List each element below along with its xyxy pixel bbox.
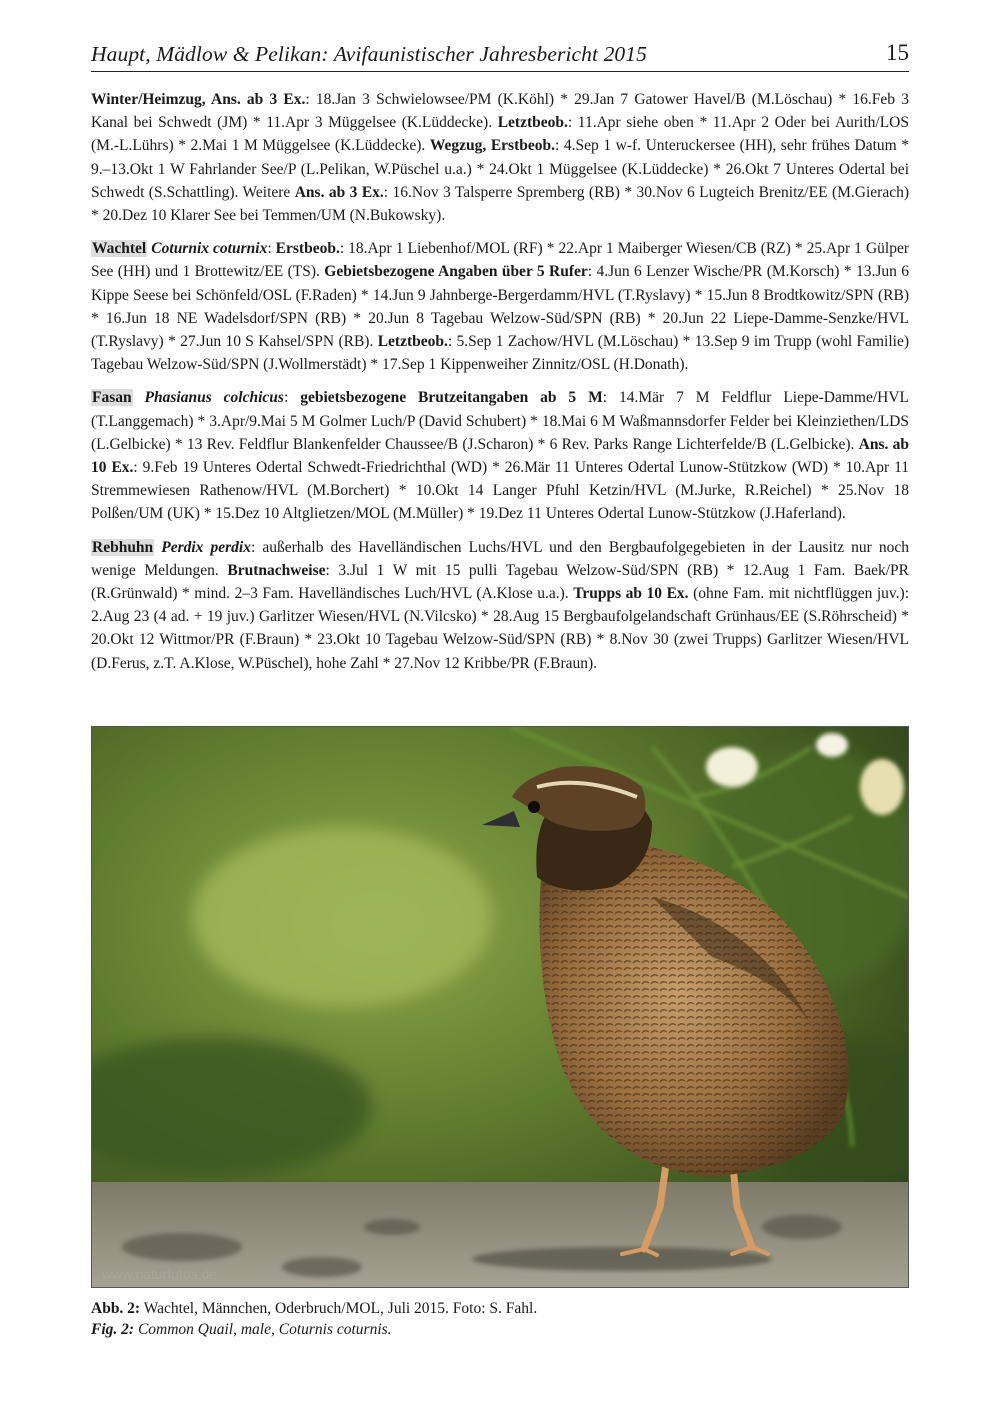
section-label: Letztbeob. [377, 333, 448, 351]
page-number: 15 [886, 40, 909, 65]
section-label: Erstbeob. [275, 240, 340, 258]
text-run: : 18.Jan 3 Schwielowsee/PM (K.Köhl) * 29.Jan 7 Gatower Havel/B (M.Löschau) * 16.Feb 3 Kanal bei Schwedt (JM) * 11.Apr 3 Müggelsee (K.Lüddecke). [91, 91, 909, 132]
caption-english [91, 1319, 909, 1340]
article-body [91, 88, 909, 685]
paragraph-rebhuhn [91, 536, 909, 675]
caption-german-label: Abb. 2: [91, 1300, 141, 1317]
quail-photo [91, 726, 909, 1288]
species-name: Rebhuhn [92, 538, 154, 556]
text-run [133, 389, 145, 406]
section-label: Ans. ab 10 Ex. [91, 435, 909, 477]
section-label: Letztbeob. [497, 114, 568, 132]
section-label: Trupps ab 10 Ex. [573, 585, 689, 603]
figure-caption [91, 1298, 909, 1340]
text-run: : 11.Apr siehe oben * 11.Apr 2 Oder bei Aurith/LOS (M.-L.Lührs) * 2.Mai 1 M Müggelsee (K.Lüddecke). [91, 114, 909, 155]
species-name: Fasan [92, 389, 132, 407]
caption-english-label: Fig. 2: [91, 1321, 135, 1338]
text-run: : [283, 389, 301, 407]
species-name: Wachtel [92, 240, 147, 258]
section-label: Ans. ab 3 Ex. [294, 183, 384, 201]
section-label: Wegzug, Erstbeob. [429, 137, 555, 155]
text-run: : 16.Nov 3 Talsperre Spremberg (RB) * 30.Nov 6 Lugteich Brenitz/EE (M.Gierach) * 20.Dez 10 Klarer See bei Temmen/UM (N.Bukowsky). [91, 183, 909, 225]
text-run: : 4.Jun 6 Lenzer Wische/PR (M.Korsch) * 13.Jun 6 Kippe Seese bei Schönfeld/OSL (F.Raden) * 14.Jun 9 Jahnberge-Bergerdamm/HVL (T.Ryslavy) * 15.Jun 8 Brodtkowitz/SPN (RB) * 16.Jun 18 NE Wadelsdorf/SPN (RB) * 20.Jun 8 Tagebau Welzow-Süd/SPN (RB) * 20.Jun 22 Liepe-Damme-Senzke/HVL (T.Ryslavy) * 27.Jun 10 S Kahsel/SPN (RB). [91, 263, 909, 351]
text-run: : 4.Sep 1 w-f. Unteruckersee (HH), sehr frühes Datum * 9.–13.Okt 1 W Fahrlander See/P (L.Pelikan, W.Püschel u.a.) * 24.Okt 1 Müggelsee (K.Lüddecke) * 26.Okt 7 Unteres Odertal bei Schwedt (S.Schattling). Weitere [91, 137, 910, 201]
paragraph-wachtel [91, 237, 909, 376]
caption-german-text: Wachtel, Männchen, Oderbruch/MOL, Juli 2015. Foto: S. Fahl. [140, 1300, 538, 1317]
text-run: : 18.Apr 1 Liebenhof/MOL (RF) * 22.Apr 1 Maiberger Wiesen/CB (RZ) * 25.Apr 1 Gülper See (HH) und 1 Brottewitz/EE (TS). [91, 240, 909, 281]
section-label: gebietsbezogene Brutzeitangaben ab 5 M [300, 389, 603, 407]
svg-text:www.naturfotos.de: www.naturfotos.de [102, 1266, 218, 1282]
scientific-name: Phasianus colchicus [144, 389, 284, 407]
caption-german [91, 1298, 909, 1319]
scientific-name: Coturnix coturnix [151, 240, 268, 258]
text-run: : außerhalb des Havelländischen Luchs/HVL und den Bergbaufolgegebieten in der Lausitz nur noch wenige Meldungen. [91, 538, 909, 579]
text-run: : 9.Feb 19 Unteres Odertal Schwedt-Friedrichthal (WD) * 26.Mär 11 Unteres Odertal Lunow-Stützkow (WD) * 10.Apr 11 Stremmewiesen Rathenow/HVL (M.Borchert) * 10.Okt 14 Langer Pfuhl Ketzin/HVL (M.Jurke, R.Reichel) * 25.Nov 18 Polßen/UM (UK) * 15.Dez 10 Altglietzen/MOL (M.Müller) * 19.Dez 11 Unteres Odertal Lunow-Stützkow (J.Haferland). [91, 459, 909, 523]
section-label: Gebietsbezogene Angaben über 5 Rufer [324, 263, 588, 281]
text-run: : [267, 240, 276, 258]
scientific-name: Perdix perdix [161, 538, 251, 556]
running-title: Haupt, Mädlow & Pelikan: Avifaunistischer Jahresbericht 2015 [91, 42, 647, 66]
section-label: Brutnachweise [227, 561, 326, 579]
paragraph-fasan [91, 386, 909, 525]
section-label: Winter/Heimzug, Ans. ab 3 Ex. [91, 91, 306, 108]
text-run: : 3.Jul 1 W mit 15 pulli Tagebau Welzow-Süd/SPN (RB) * 12.Aug 1 Fam. Baek/PR (R.Grünwald) * mind. 2–3 Fam. Havelländisches Luch/HVL (A.Klose u.a.). [91, 561, 909, 603]
paragraph-winter [91, 88, 909, 227]
page-header [91, 40, 909, 72]
text-run: (ohne Fam. mit nichtflüggen juv.): 2.Aug 23 (4 ad. + 19 juv.) Garlitzer Wiesen/HVL (N.Vilcsko) * 28.Aug 15 Bergbaufolgelandschaft Grünhaus/EE (S.Röhrscheid) * 20.Okt 12 Wittmor/PR (F.Braun) * 23.Okt 10 Tagebau Welzow-Süd/SPN (RB) * 8.Nov 30 (zwei Trupps) Garlitzer Wiesen/HVL (D.Ferus, z.T. A.Klose, W.Püschel), hohe Zahl * 27.Nov 12 Kribbe/PR (F.Braun). [91, 585, 910, 672]
caption-english-text: Common Quail, male, Coturnis coturnis. [134, 1321, 392, 1338]
text-run: : 5.Sep 1 Zachow/HVL (M.Löschau) * 13.Sep 9 im Trupp (wohl Familie) Tagebau Welzow-Süd/SPN (J.Wollmerstädt) * 17.Sep 1 Kippenweiher Zinnitz/OSL (H.Donath). [91, 333, 909, 374]
text-run: : 14.Mär 7 M Feldflur Liepe-Damme/HVL (T.Langgemach) * 3.Apr/9.Mai 5 M Golmer Luch/P (David Schubert) * 18.Mai 6 M Waßmannsdorfer Felder bei Kleinziethen/LDS (L.Gelbicke) * 13 Rev. Feldflur Blankenfelder Chaussee/B (J.Scharon) * 6 Rev. Parks Range Lichterfelde/B (L.Gelbicke). [91, 389, 909, 453]
